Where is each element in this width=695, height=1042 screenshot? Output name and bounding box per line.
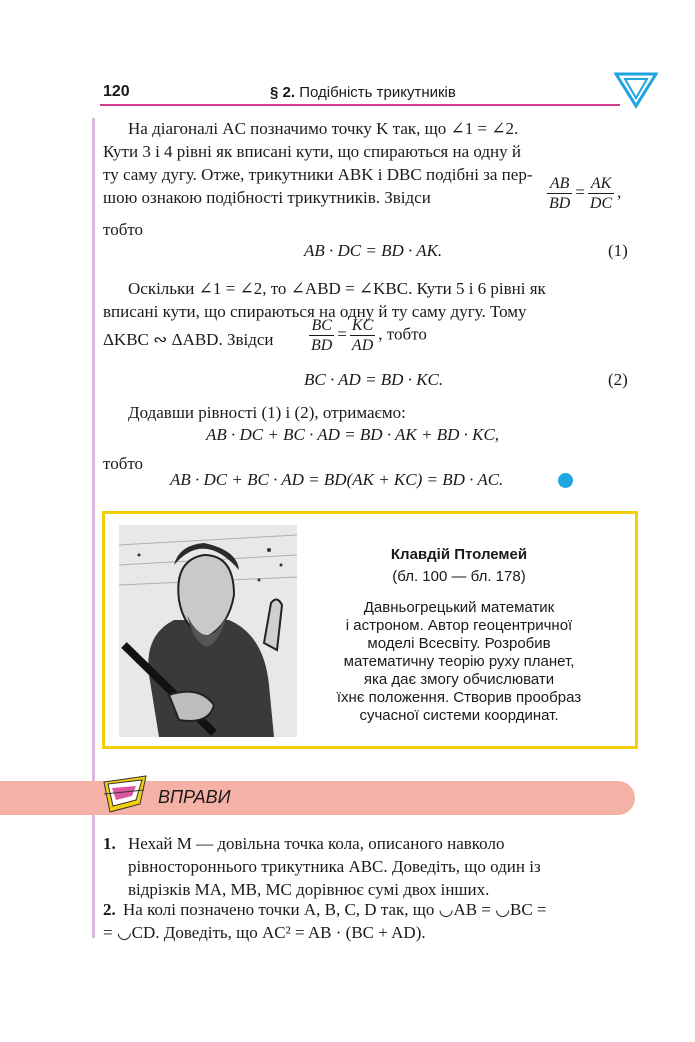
denominator: DC [589,195,613,212]
ratio-equation: $\frac{BC}{BD}$ = $\frac{KC}{AD}$ , тобто [311,317,427,354]
numerator: KC [351,317,374,334]
proof-line: ту саму дугу. Отже, трикутники ABK і DBC подібні за пер- [103,165,533,184]
proof-line: шою ознакою подібності трикутників. Звідси [103,188,431,207]
bio-text [305,599,613,725]
exercise-number: 1. [103,834,116,853]
proof-line: Кути 3 і 4 рівні як вписані кути, що спираються на одну й [103,142,521,161]
fraction [547,174,572,213]
equation: BC · AD = BD · KC. [304,370,444,389]
page-number: 120 [103,83,130,100]
bio-name: Клавдій Птолемей [390,546,528,563]
equation: AB · DC + BC · AD = BD(AK + KC) = BD · AC. [170,470,504,489]
exercise-line: відрізків MA, MB, MC дорівнює сумі двох інших. [128,880,490,899]
section-title: Подібність трикутників [299,84,456,101]
exercise-text [128,832,634,901]
exercises-icon [100,774,148,814]
proof-line: Додавши рівності (1) і (2), отримаємо: [128,403,406,422]
fraction [309,316,334,355]
numerator: AB [547,174,572,194]
bio-line: яка дає змогу обчислювати [363,671,555,688]
exercise-line: На колі позначено точки A, B, C, D так, що ◡AB = ◡BC = [123,900,547,919]
bio-line: математичну теорію руху планет, [343,653,575,670]
section-header [270,84,456,101]
portrait-image [119,525,297,737]
end-of-proof-icon [558,473,573,488]
numerator: BC [309,316,334,336]
equation-number: (1) [608,241,628,260]
ratio-equation: $\frac{AB}{BD}$ = $\frac{AK}{DC}$ , [549,175,622,212]
bio-line: їхнє положення. Створив прообраз [336,689,582,706]
proof-line: Оскільки ∠1 = ∠2, то ∠ABD = ∠KBC. Кути 5 і 6 рівні як [128,279,546,298]
exercise-text [123,898,634,921]
header-rule [100,104,620,106]
fraction [350,316,375,355]
section-triangle-icon [614,71,658,109]
bio-line: і астроном. Автор геоцентричної [345,617,573,634]
exercise-line: рівностороннього трикутника ABC. Доведіть, що один із [128,857,541,876]
biography-box [102,511,638,749]
section-number: § 2. [270,84,296,101]
numerator: AK [588,174,614,194]
equation-number: (2) [608,370,628,389]
proof-line: ΔKBC ∾ ΔABD. Звідси [103,330,274,349]
equation: AB · DC + BC · AD = BD · AK + BD · KC, [206,425,500,444]
proof-line: вписані кути, що спираються на одну й ту саму дугу. Тому [103,302,527,321]
exercise-number: 2. [103,900,116,919]
fraction [588,174,614,213]
exercises-heading: ВПРАВИ [158,787,231,807]
denominator: BD [311,337,333,354]
exercise-line: Нехай M — довільна точка кола, описаного навколо [128,834,505,853]
proof-word: , тобто [378,324,427,344]
denominator: AD [351,337,374,354]
proof-word: тобто [103,454,144,473]
denominator: BD [549,195,571,212]
bio-line: Давньогрецький математик [363,599,555,616]
bio-line: сучасної системи координат. [359,707,559,724]
proof-word: тобто [103,220,144,239]
proof-line: На діагоналі AC позначимо точку K так, що ∠1 = ∠2. [128,119,519,138]
exercise-line: = ◡CD. Доведіть, що AC² = AB · (BC + AD). [103,923,426,942]
equation: AB · DC = BD · AK. [304,241,443,260]
bio-dates: (бл. 100 — бл. 178) [392,568,526,585]
margin-rule [92,118,95,938]
exercises-banner [0,781,635,815]
bio-line: моделі Всесвіту. Розробив [367,635,551,652]
